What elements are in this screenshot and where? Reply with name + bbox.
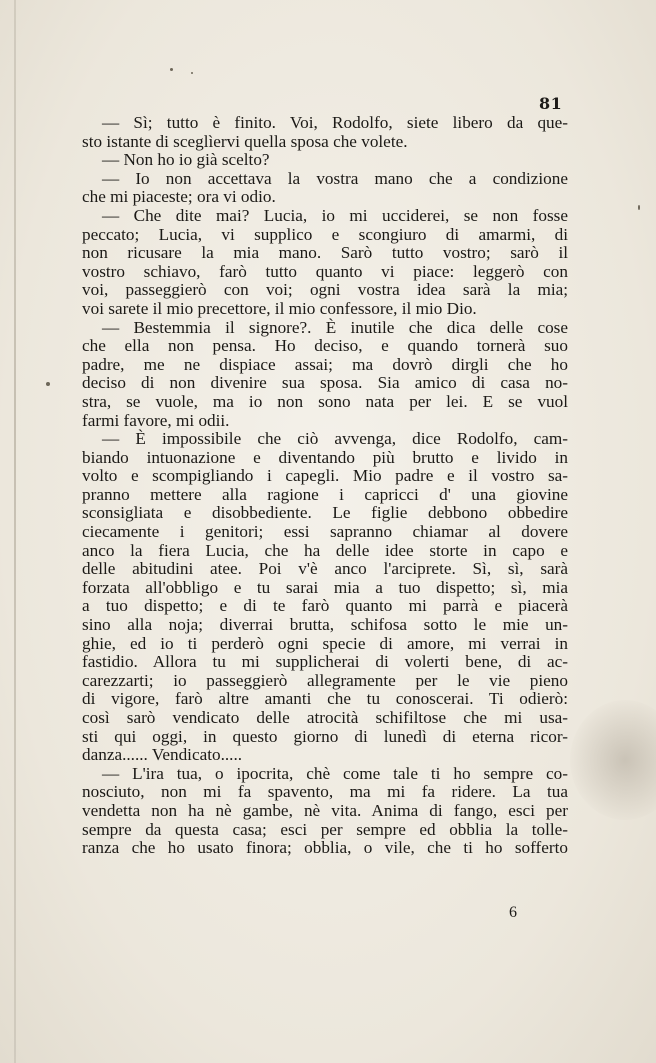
text-line: non ricusare la mia mano. Sarò tutto vostro; sarò il — [82, 243, 568, 263]
text-line: — Che dite mai? Lucia, io mi ucciderei, se non fosse — [102, 205, 568, 225]
text-line: — È impossibile che ciò avvenga, dice Rodolfo, cam- — [102, 429, 568, 449]
text-line: nosciuto, non mi fa spavento, ma mi fa ridere. La tua — [82, 782, 568, 802]
text-line: che ella non pensa. Ho deciso, e quando tornerà suo — [82, 336, 568, 356]
text-line: biando intuonazione e diventando più brutto e livido in — [82, 447, 568, 467]
text-line: voi sarete il mio precettore, il mio confessore, il mio Dio. — [82, 298, 477, 318]
paper-stain — [570, 700, 656, 820]
text-line: forzata all'obbligo e tu sarai mia a tuo dispetto; sì, mia — [82, 577, 568, 597]
text-line: ciecamente i genitori; essi sapranno chiamar al dovere — [82, 522, 568, 542]
text-line: deciso di non divenire sua sposa. Sia amico di casa no- — [82, 373, 568, 393]
text-line: a tuo dispetto; e di te farò quanto mi parrà e piacerà — [82, 596, 568, 616]
body-text — [82, 114, 568, 858]
text-line: — Non ho io già scelto? — [102, 150, 270, 170]
text-line: — Io non accettava la vostra mano che a condizione — [102, 168, 568, 188]
text-line: — Sì; tutto è finito. Voi, Rodolfo, siete libero da que- — [102, 113, 568, 132]
text-line: farmi favore, mi odii. — [82, 410, 230, 430]
text-line: volto e scompigliando i capegli. Mio padre e il vostro sa- — [82, 466, 568, 486]
ink-speck — [638, 205, 640, 210]
text-line: danza...... Vendicato..... — [82, 745, 243, 765]
page-number: 81 — [539, 94, 563, 113]
text-line: voi, passeggierò con voi; ogni vostra idea sarà la mia; — [82, 280, 568, 300]
signature-mark: 6 — [509, 904, 517, 921]
text-line: sto istante di sceglìervi quella sposa che volete. — [82, 131, 408, 151]
text-line: peccato; Lucia, vi supplico e scongiuro di amarmi, di — [82, 224, 568, 244]
text-line: di vigore, farò altre amanti che tu conoscerai. Ti odierò: — [82, 689, 568, 709]
text-line: — L'ira tua, o ipocrita, chè come tale ti ho sempre co- — [102, 763, 568, 783]
text-line: delle abitudini atee. Poi v'è anco l'arciprete. Sì, sì, sarà — [82, 559, 568, 579]
ink-speck — [191, 72, 193, 74]
text-line: carezzarti; io passeggierò allegramente per le vie pieno — [82, 670, 568, 690]
text-line: ranza che ho usato finora; obblia, o vile, che ti ho sofferto — [82, 838, 568, 858]
text-line: che mi piaceste; ora vi odio. — [82, 187, 276, 207]
ink-speck — [170, 68, 173, 71]
text-line: anco la fiera Lucia, che ha delle idee storte in capo e — [82, 540, 568, 560]
text-line: pranno mettere alla ragione i capricci d' una giovine — [82, 484, 568, 504]
text-line: stra, se vuole, ma io non sono nata per lei. E se vuol — [82, 391, 568, 411]
text-line: sconsigliata e disobbediente. Le figlie debbono obbedire — [82, 503, 568, 523]
text-line: vostro schiavo, farò tutto quanto vi piace: leggerò con — [82, 261, 568, 281]
page-edge-shadow — [14, 0, 16, 1063]
text-line: fastidio. Allora tu mi supplicherai di volerti bene, di ac- — [82, 652, 568, 672]
text-line: — Bestemmia il signore?. È inutile che dica delle cose — [102, 317, 568, 337]
text-line: ghie, ed io ti perderò ogni specie di amore, mi verrai in — [82, 633, 568, 653]
text-line: sti qui oggi, in questo giorno di lunedì di eterna ricor- — [82, 726, 568, 746]
ink-speck — [46, 382, 50, 386]
text-line: padre, me ne dispiace assai; ma dovrò dirgli che ho — [82, 354, 568, 374]
text-line: sino alla noja; diverrai brutta, schifosa sotto le mie un- — [82, 615, 568, 635]
text-line: sempre da questa casa; esci per sempre ed obblia la tolle- — [82, 819, 568, 839]
text-line: vendetta non ha nè gambe, nè vita. Anima di fango, esci per — [82, 800, 568, 820]
text-line: così sarò vendicato delle atrocità schifiltose che mi usa- — [82, 708, 568, 727]
